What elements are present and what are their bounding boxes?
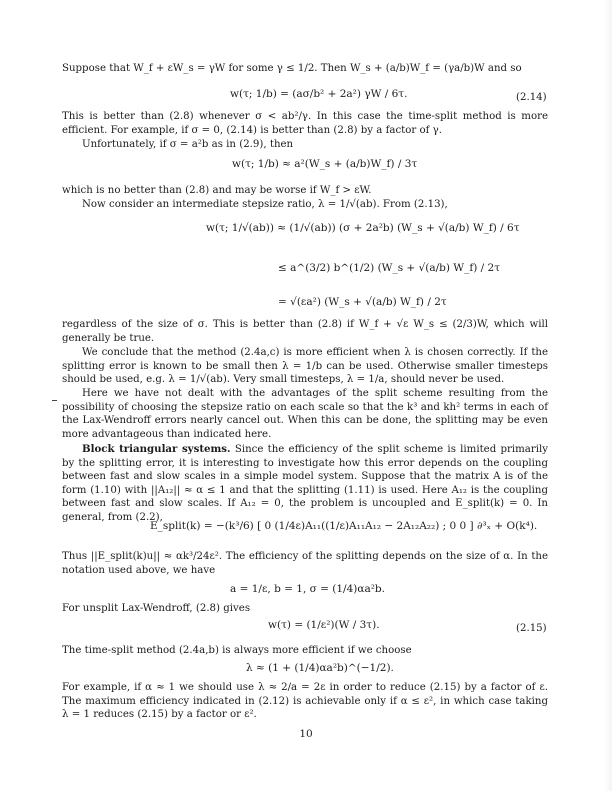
page-edge-shadow bbox=[604, 0, 612, 791]
paragraph-regardless: regardless of the size of σ. This is better than (2.8) if W_f + √ε W_s ≤ (2/3)W, which will generally be true. bbox=[62, 319, 548, 344]
paragraph-block-triangular-body: Since the efficiency of the split scheme is limited primarily by the splitting error, it is interesting to investigate how this error depends on the coupling between fast and slow scales in a simple model system. Suppose that the matrix A is of the form (1.10) with ||A₁₂|| ≈ α ≤ 1 and that the splitting (1.11) is used. Here A₁₂ is the coupling between fast and slow scales. If A₁₂ = 0, the problem is uncoupled and E_split(k) = 0. In general, from (2.2), bbox=[62, 444, 548, 523]
paragraph-conclude: We conclude that the method (2.4a,c) is more efficient when λ is chosen correctly. If the splitting error is known to be small then λ = 1/b can be used. Otherwise smaller timesteps should be used, e.g. λ = 1/√(ab). Very small timesteps, λ = 1/a, should never be used. bbox=[62, 347, 548, 386]
equation-lambda: λ ≈ (1 + (1/4)αa²b)^(−1/2). bbox=[246, 662, 394, 674]
page-number: 10 bbox=[299, 728, 313, 740]
paragraph-no-better: which is no better than (2.8) and may be worse if W_f > εW. bbox=[62, 185, 372, 196]
equation-params: a = 1/ε, b = 1, σ = (1/4)αa²b. bbox=[230, 583, 385, 595]
paragraph-block-triangular bbox=[62, 443, 548, 525]
paragraph-example: For example, if α ≈ 1 we should use λ ≈ 2/a = 2ε in order to reduce (2.15) by a factor of ε. The maximum efficiency indicated in (2.12) is achievable only if α ≤ ε², in which case taking λ = 1 reduces (2.15) by a factor or ε². bbox=[62, 682, 548, 721]
equation-2-15: w(τ) = (1/ε²)(W / 3τ). bbox=[268, 619, 380, 631]
paragraph-always-more-efficient: The time-split method (2.4a,b) is always more efficient if we choose bbox=[62, 645, 412, 656]
equation-esplit: E_split(k) = −(k³/6) [ 0 (1/4ε)A₁₁((1/ε)A₁₁A₁₂ − 2A₁₂A₂₂) ; 0 0 ] ∂³ₓ + O(k⁴). bbox=[150, 520, 538, 532]
equation-block-line-3: = √(εa²) (W_s + √(a/b) W_f) / 2τ bbox=[278, 296, 447, 308]
margin-mark bbox=[52, 400, 57, 401]
equation-number-2-14: (2.14) bbox=[516, 92, 547, 103]
paragraph-advantages: Here we have not dealt with the advantages of the split scheme resulting from the possibility of choosing the stepsize ratio on each scale so that the k³ and kh² terms in each of the Lax-Wendroff errors nearly cancel out. When this can be done, the splitting may be even more advantageous than indicated here. bbox=[62, 388, 548, 440]
paragraph-intro: Suppose that W_f + εW_s = γW for some γ ≤ 1/2. Then W_s + (a/b)W_f = (γa/b)W and so bbox=[62, 63, 522, 74]
equation-2-14: w(τ; 1/b) = (aσ/b² + 2a²) γW / 6τ. bbox=[230, 88, 408, 100]
paragraph-intermediate: Now consider an intermediate stepsize ratio, λ = 1/√(ab). From (2.13), bbox=[82, 199, 448, 210]
equation-block-line-1: w(τ; 1/√(ab)) ≈ (1/√(ab)) (σ + 2a²b) (W_s + √(a/b) W_f) / 6τ bbox=[206, 222, 520, 234]
equation-block-line-2: ≤ a^(3/2) b^(1/2) (W_s + √(a/b) W_f) / 2τ bbox=[278, 262, 501, 274]
paragraph-thus: Thus ||E_split(k)u|| ≈ αk³/24ε². The efficiency of the splitting depends on the size of α. In the notation used above, we have bbox=[62, 551, 548, 576]
paragraph-comparison: This is better than (2.8) whenever σ < ab²/γ. In this case the time-split method is more efficient. For example, if σ = 0, (2.14) is better than (2.8) by a factor of γ. bbox=[62, 111, 548, 136]
section-heading-block-triangular: Block triangular systems. bbox=[82, 443, 231, 455]
equation-number-2-15: (2.15) bbox=[516, 623, 547, 634]
paragraph-unsplit: For unsplit Lax-Wendroff, (2.8) gives bbox=[62, 603, 251, 614]
paragraph-unfortunately: Unfortunately, if σ = a²b as in (2.9), then bbox=[82, 139, 294, 150]
equation-mid: w(τ; 1/b) ≈ a²(W_s + (a/b)W_f) / 3τ bbox=[232, 158, 418, 170]
